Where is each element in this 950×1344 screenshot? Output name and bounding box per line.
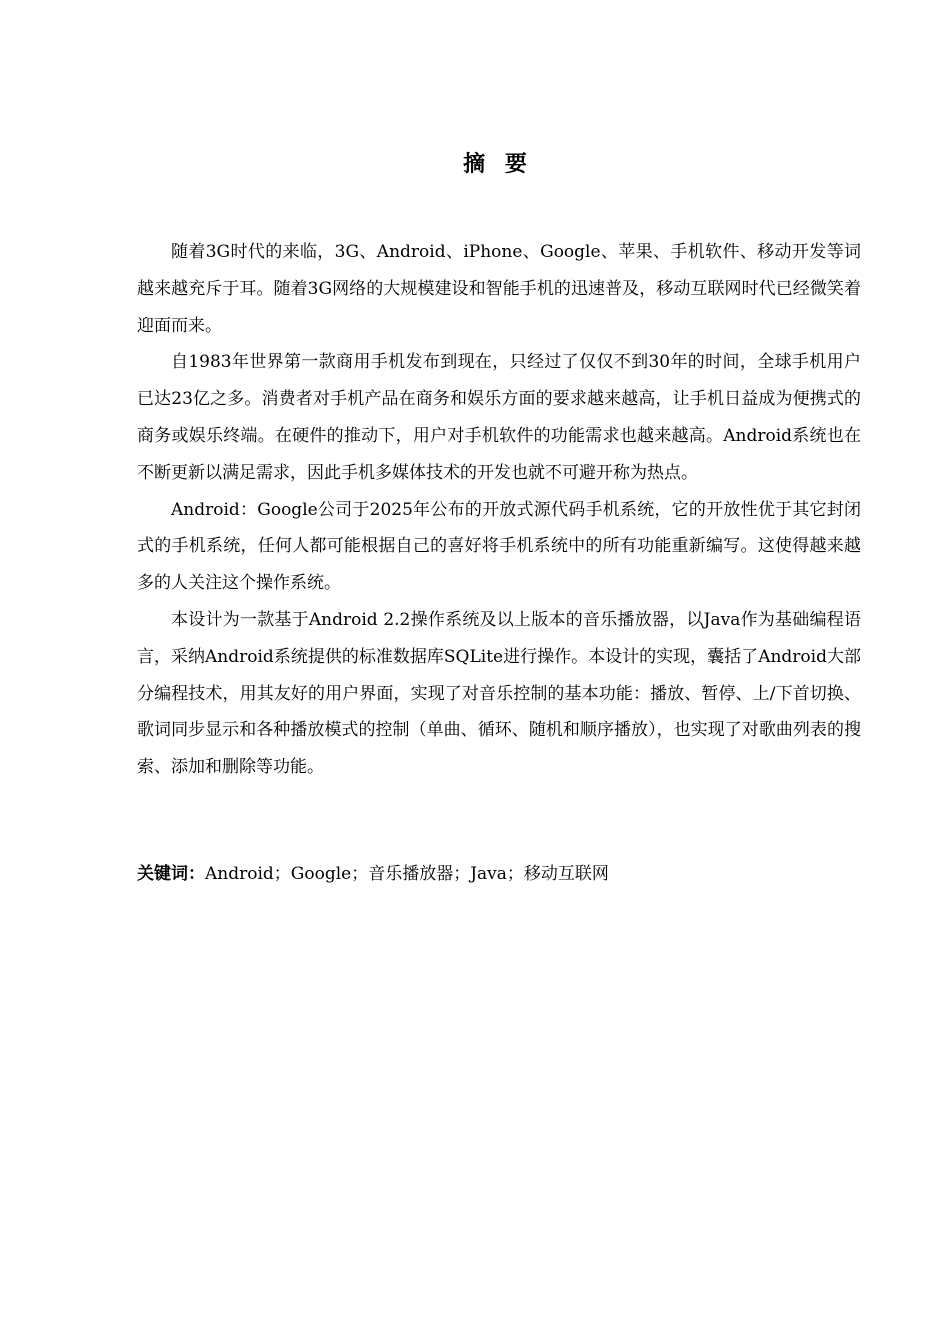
abstract-paragraph-2: 自1983年世界第一款商用手机发布到现在，只经过了仅仅不到30年的时间，全球手机用户已达23亿之多。消费者对手机产品在商务和娱乐方面的要求越来越高，让手机日益成为便携式的商务或娱乐终端。在硬件的推动下，用户对手机软件的功能需求也越来越高。Android系统也在不断更新以满足需求，因此手机多媒体技术的开发也就不可避开称为热点。 <box>137 352 861 483</box>
abstract-paragraph-3: Android：Google公司于2025年公布的开放式源代码手机系统，它的开放性优于其它封闭式的手机系统，任何人都可能根据自己的喜好将手机系统中的所有功能重新编写。这使得越来越多的人关注这个操作系统。 <box>137 499 861 594</box>
abstract-paragraph-1: 随着3G时代的来临，3G、Android、iPhone、Google、苹果、手机软件、移动开发等词越来越充斥于耳。随着3G网络的大规模建设和智能手机的迅速普及，移动互联网时代已经微笑着迎面而来。 <box>137 242 861 336</box>
abstract-body <box>137 234 861 786</box>
keywords-line <box>137 858 861 890</box>
keywords-label: 关键词： <box>137 864 205 884</box>
abstract-title: 摘 要 <box>463 151 533 177</box>
abstract-paragraph-4: 本设计为一款基于Android 2.2操作系统及以上版本的音乐播放器，以Java作为基础编程语言，采纳Android系统提供的标准数据库SQLite进行操作。本设计的实现，囊括了Android大部分编程技术，用其友好的用户界面，实现了对音乐控制的基本功能：播放、暂停、上/下首切换、歌词同步显示和各种播放模式的控制（单曲、循环、随机和顺序播放），也实现了对歌曲列表的搜索、添加和删除等功能。 <box>137 609 861 778</box>
keywords-list: Android；Google；音乐播放器；Java；移动互联网 <box>205 864 609 884</box>
